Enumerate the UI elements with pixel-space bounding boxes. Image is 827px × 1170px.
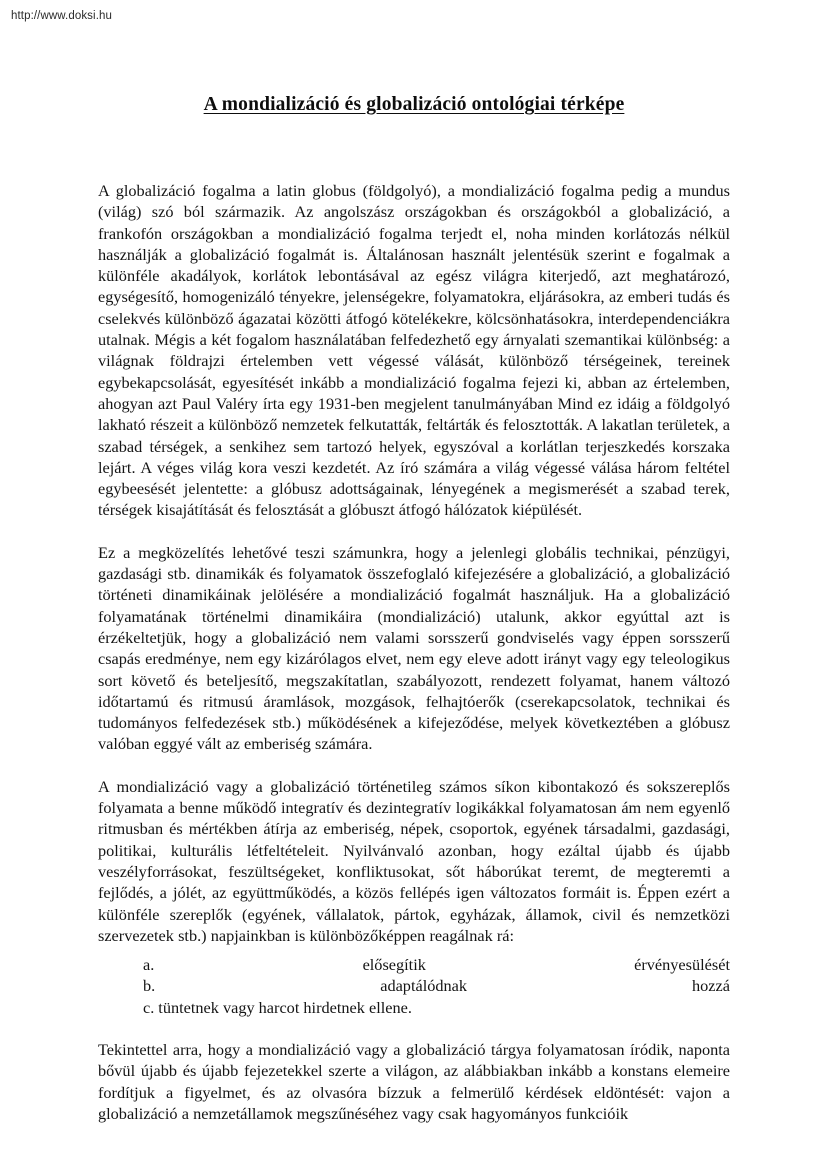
list-item-text-end: érvényesülését <box>634 955 730 975</box>
paragraph-2: Ez a megközelítés lehetővé teszi számunkra, hogy a jelenlegi globális technikai, pénzügyi, gazdasági stb. dinamikák és folyamatok összefoglaló kifejezésére a globalizáció, a globalizáció történeti dinamikáinak jelölésére a mondializáció fogalmát használjuk. Ha a globalizáció folyamatának történelmi dinamikáira (mondializáció) utalunk, akkor egyúttal azt is érzékeltetjük, hogy a globalizáció nem valami sorsszerű gondviselés vagy éppen sorsszerű csapás eredménye, nem egy kizárólagos elvet, nem egy eleve adott irányt vagy egy teleologikus sort követő és beteljesítő, megszakítatlan, szabályozott, rendezett folyamat, hanem változó időtartamú és ritmusú áramlások, mozgások, felhajtóerők (cserekapcsolatok, technikai és tudományos felfedezések stb.) működésének a kifejeződése, melyek következtében a glóbusz valóban eggyé vált az emberiség számára. <box>98 542 730 754</box>
list-item-text: adaptálódnak <box>380 976 468 996</box>
list-item <box>98 975 730 996</box>
source-url-watermark: http://www.doksi.hu <box>11 10 112 22</box>
list-item-text: tüntetnek vagy harcot hirdetnek ellene. <box>158 997 412 1017</box>
list-item-text-end: hozzá <box>692 976 730 996</box>
lettered-list <box>98 954 730 1018</box>
paragraph-1: A globalizáció fogalma a latin globus (földgolyó), a mondializáció fogalma pedig a mundus (világ) szó ból származik. Az angolszász országokban és országokból a globalizáció, a frankofón országokban a mondializáció fogalma terjedt el, noha minden korlátozás nélkül használják a globalizáció fogalmát is. Általánosan használt jelentésük szerint e fogalmak a különféle akadályok, korlátok lebontásával az egész világra kiterjedő, azt meghatározó, egységesítő, homogenizáló tényekre, jelenségekre, folyamatokra, eljárásokra, az emberi tudás és cselekvés különböző ágazatai közötti átfogó kötelékekre, kölcsönhatásokra, interdependenciákra utalnak. Mégis a két fogalom használatában felfedezhető egy árnyalati szemantikai különbség: a világnak földrajzi értelemben vett végessé válását, különböző térségeinek, tereinek egybekapcsolását, egyesítését inkább a mondializáció fogalma fejezi ki, abban az értelemben, ahogyan azt Paul Valéry írta egy 1931-ben megjelent tanulmányában Mind ez idáig a földgolyó lakható részeit a különböző nemzetek felkutatták, feltárták és felosztották. A lakatlan területek, a szabad térségek, a senkihez sem tartozó helyek, egyszóval a korlátlan terjeszkedés korszaka lejárt. A véges világ kora veszi kezdetét. Az író számára a világ végessé válása három feltétel egybeesését jelentette: a glóbusz adottságainak, lényegének a megismerését a szabad terek, térségek kisajátítását és felosztását a glóbuszt átfogó hálózatok kiépülését. <box>98 181 730 520</box>
paragraph-4: Tekintettel arra, hogy a mondializáció vagy a globalizáció tárgya folyamatosan íródik, naponta bővül újabb és újabb fejezetekkel szerte a világon, az alábbiakban inkább a konstans elemeire fordítjuk a figyelmet, és az olvasóra bízzuk a felmerülő kérdések eldöntését: vajon a globalizáció a nemzetállamok megszűnéséhez vagy csak hagyományos funkcióik <box>98 1039 730 1123</box>
list-item-marker: c. <box>143 997 155 1017</box>
list-item <box>98 997 730 1018</box>
page-title: A mondializáció és globalizáció ontológiai térképe <box>203 94 625 115</box>
list-item-marker: a. <box>143 955 155 975</box>
list-item-text: elősegítik <box>362 955 426 975</box>
document-content <box>98 92 730 1124</box>
list-item <box>98 954 730 975</box>
paragraph-3: A mondializáció vagy a globalizáció történetileg számos síkon kibontakozó és sokszereplős folyamata a benne működő integratív és dezintegratív logikákkal folyamatosan ám nem egyenlő ritmusban és mértékben átírja az emberiség, népek, csoportok, egyének társadalmi, gazdasági, politikai, kulturális létfeltételeit. Nyilvánvaló azonban, hogy ezáltal újabb és újabb veszélyforrásokat, feszültségeket, konfliktusokat, sőt háborúkat teremt, de megteremti a fejlődés, a jólét, az együttműködés, a közös fellépés igen változatos formáit is. Éppen ezért a különféle szereplők (egyének, vállalatok, pártok, egyházak, államok, civil és nemzetközi szervezetek stb.) napjainkban is különbözőképpen reagálnak rá: <box>98 776 730 945</box>
list-item-marker: b. <box>143 976 156 996</box>
